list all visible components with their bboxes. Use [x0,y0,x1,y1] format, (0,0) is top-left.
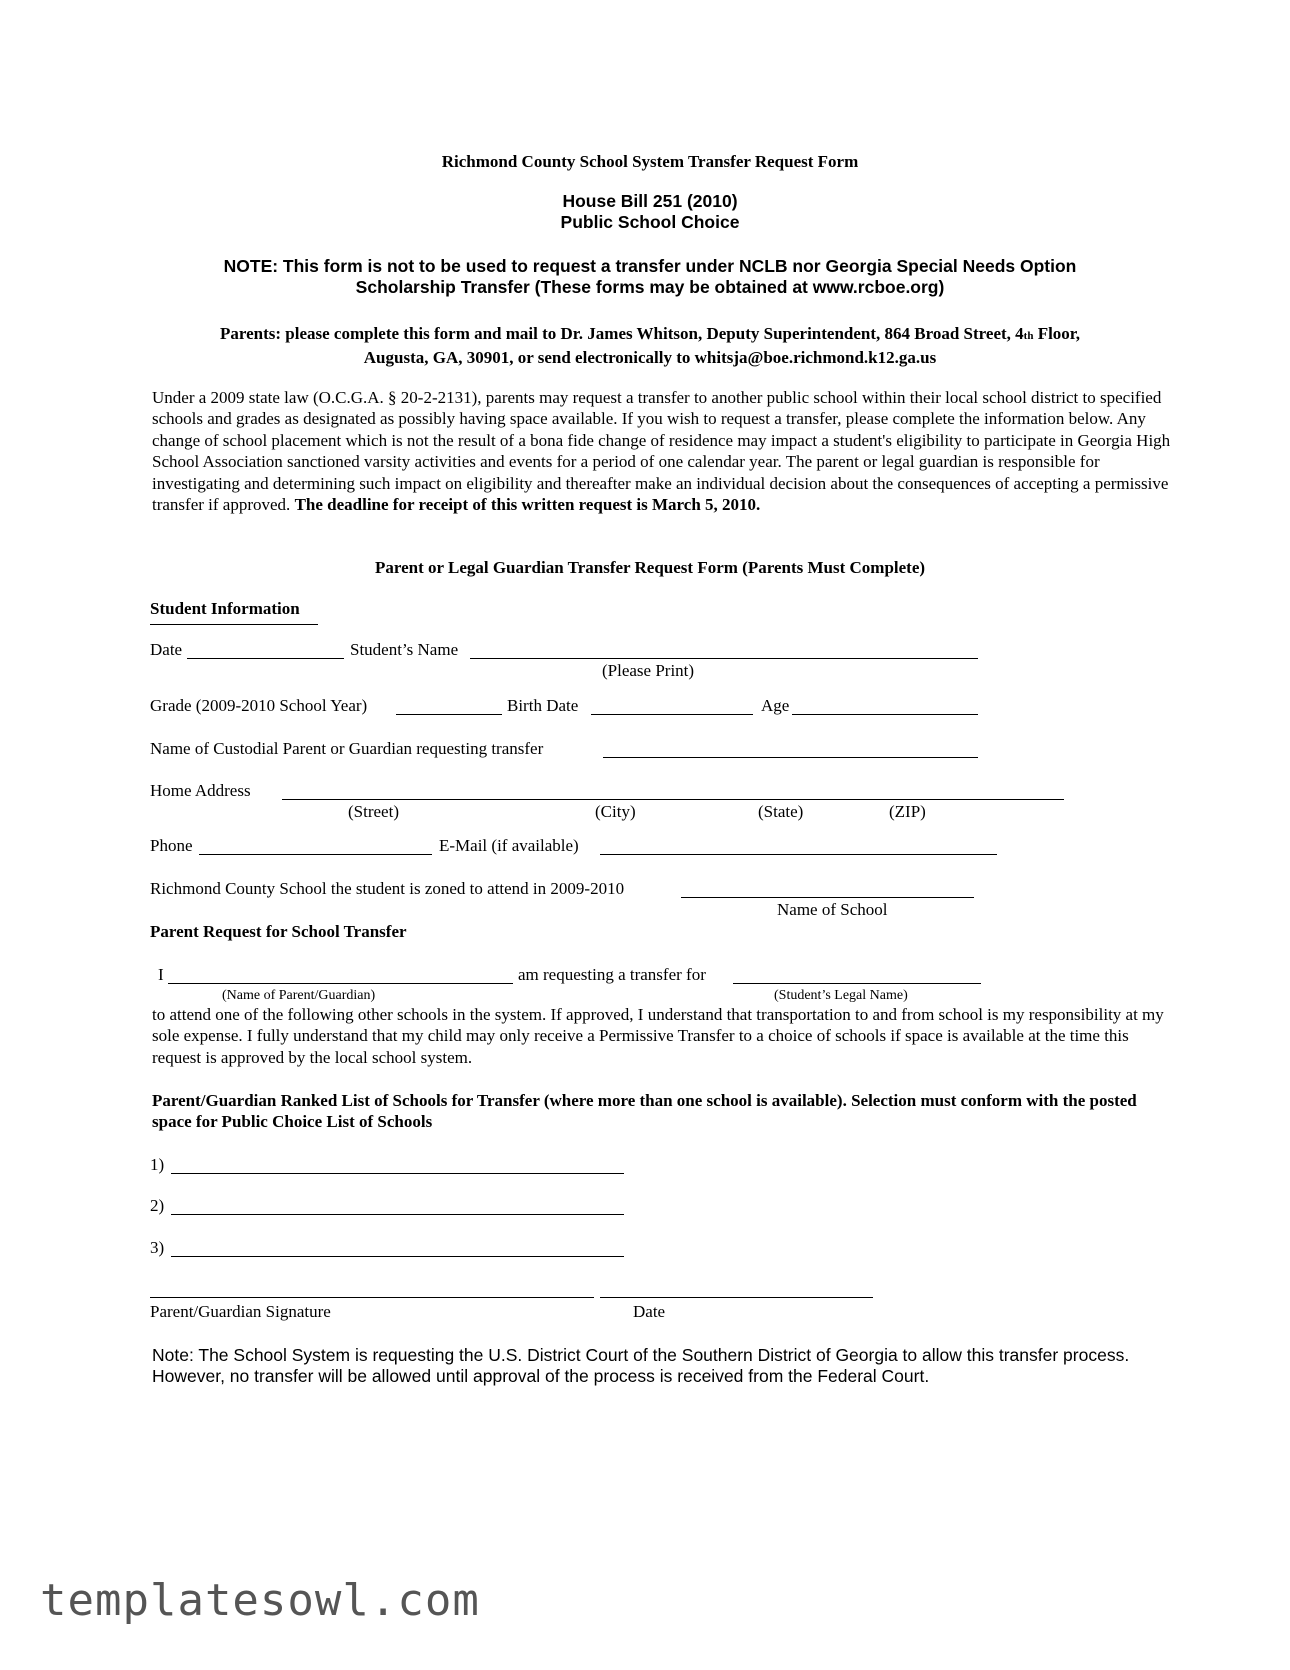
heading-underline [150,624,318,625]
intro-paragraph [152,387,1174,515]
date-field-lead [600,1297,628,1298]
student-legal-name-field[interactable] [733,983,959,984]
zoned-school-field[interactable] [681,897,974,898]
mail-line-1: Parents: please complete this form and mail to Dr. James Whitson, Deputy Superintendent, 864 Broad Street, 4 [219,324,1024,343]
rank-2-label: 2) [150,1196,165,1215]
birth-date-field[interactable] [591,714,753,715]
transfer-terms: to attend one of the following other schools in the system. If approved, I understand that transportation to and from school is my responsibility at my sole expense. I fully understand that my child may only receive a Permissive Transfer to a choice of schools if space is available at the time this request is approved by the local school system. [152,1005,1164,1067]
custodial-parent-field[interactable] [603,757,978,758]
court-note: Note: The School System is requesting the U.S. District Court of the Southern District of Georgia to allow this transfer process. However, no transfer will be allowed until approval of the process is received from the Federal Court. [152,1345,1130,1386]
signature-date-caption: Date [633,1302,666,1321]
form-title: Richmond County School System Transfer Request Form [441,152,859,171]
email-field-tail [933,854,997,855]
rank-3-label: 3) [150,1238,165,1257]
grade-label: Grade (2009-2010 School Year) [150,696,368,715]
student-legal-name-caption: (Student’s Legal Name) [774,988,908,1003]
student-info-heading: Student Information [150,599,300,618]
zoned-school-label: Richmond County School the student is zoned to attend in 2009-2010 [150,879,625,898]
email-label: E-Mail (if available) [439,836,579,855]
signature-field-tail [530,1297,594,1298]
watermark: templatesowl.com [40,1575,480,1626]
city-caption: (City) [595,802,636,821]
email-field[interactable] [600,854,933,855]
signature-field[interactable] [150,1297,530,1298]
bill-heading [150,191,1150,233]
bill-subtitle: Public School Choice [560,212,740,232]
parent-request-heading: Parent Request for School Transfer [150,922,407,941]
rank-1-label: 1) [150,1155,165,1174]
note-line-2: Scholarship Transfer (These forms may be obtained at www.rcboe.org) [355,277,945,297]
date-label: Date [150,640,183,659]
ranked-list-heading: Parent/Guardian Ranked List of Schools for Transfer (where more than one school is available). Selection must conform with the posted space for Public Choice List of Schools [152,1091,1137,1132]
age-label: Age [761,696,790,715]
parent-name-field[interactable] [168,983,513,984]
home-address-field-tail [978,799,1064,800]
signature-caption: Parent/Guardian Signature [150,1302,331,1321]
student-name-label: Student’s Name [350,640,459,659]
mail-line-1-end: Floor, [1033,324,1081,343]
bill-number: House Bill 251 (2010) [562,191,738,211]
form-heading: Parent or Legal Guardian Transfer Request Form (Parents Must Complete) [374,558,926,577]
signature-date-field[interactable] [628,1297,873,1298]
rank-2-field[interactable] [171,1214,624,1215]
student-name-field-tail [922,658,978,659]
deadline-text: The deadline for receipt of this written request is March 5, 2010. [294,495,761,515]
mail-superscript: th [1023,330,1034,342]
nclb-note [150,256,1150,298]
intro-body: Under a 2009 state law (O.C.G.A. § 20-2-2131), parents may request a transfer to another public school within their local school district to specified schools and grades as designated as possibly having space available. If you wish to request a transfer, please complete the information below. Any change of school placement which is not the result of a bona fide change of residence may impact a student's eligibility to participate in Georgia High School Association sanctioned varsity activities and events for a period of one calendar year. The parent or legal guardian is responsible for investigating and determining such impact on eligibility and thereafter make an individual decision about the consequences of accepting a permissive transfer if approved. [152,388,1171,515]
custodial-parent-label: Name of Custodial Parent or Guardian requesting transfer [150,739,544,758]
rank-3-field[interactable] [171,1256,624,1257]
birth-date-label: Birth Date [507,696,579,715]
student-legal-name-tail [959,983,981,984]
home-address-field[interactable] [282,799,978,800]
date-field[interactable] [187,658,344,659]
please-print-caption: (Please Print) [602,661,695,680]
home-address-label: Home Address [150,781,251,800]
phone-label: Phone [150,836,193,855]
age-field[interactable] [792,714,978,715]
i-label: I [158,965,164,984]
zip-caption: (ZIP) [889,802,926,821]
parent-name-caption: (Name of Parent/Guardian) [222,988,376,1003]
note-line-1: NOTE: This form is not to be used to request a transfer under NCLB nor Georgia Special Needs Option [223,256,1077,276]
requesting-label: am requesting a transfer for [518,965,706,984]
phone-field[interactable] [199,854,432,855]
name-of-school-caption: Name of School [777,900,888,919]
mail-line-2: Augusta, GA, 30901, or send electronically to whitsja@boe.richmond.k12.ga.us [363,348,937,367]
grade-field[interactable] [396,714,502,715]
mail-instructions [150,323,1150,368]
student-name-field[interactable] [470,658,922,659]
state-caption: (State) [758,802,804,821]
street-caption: (Street) [348,802,399,821]
rank-1-field[interactable] [171,1173,624,1174]
